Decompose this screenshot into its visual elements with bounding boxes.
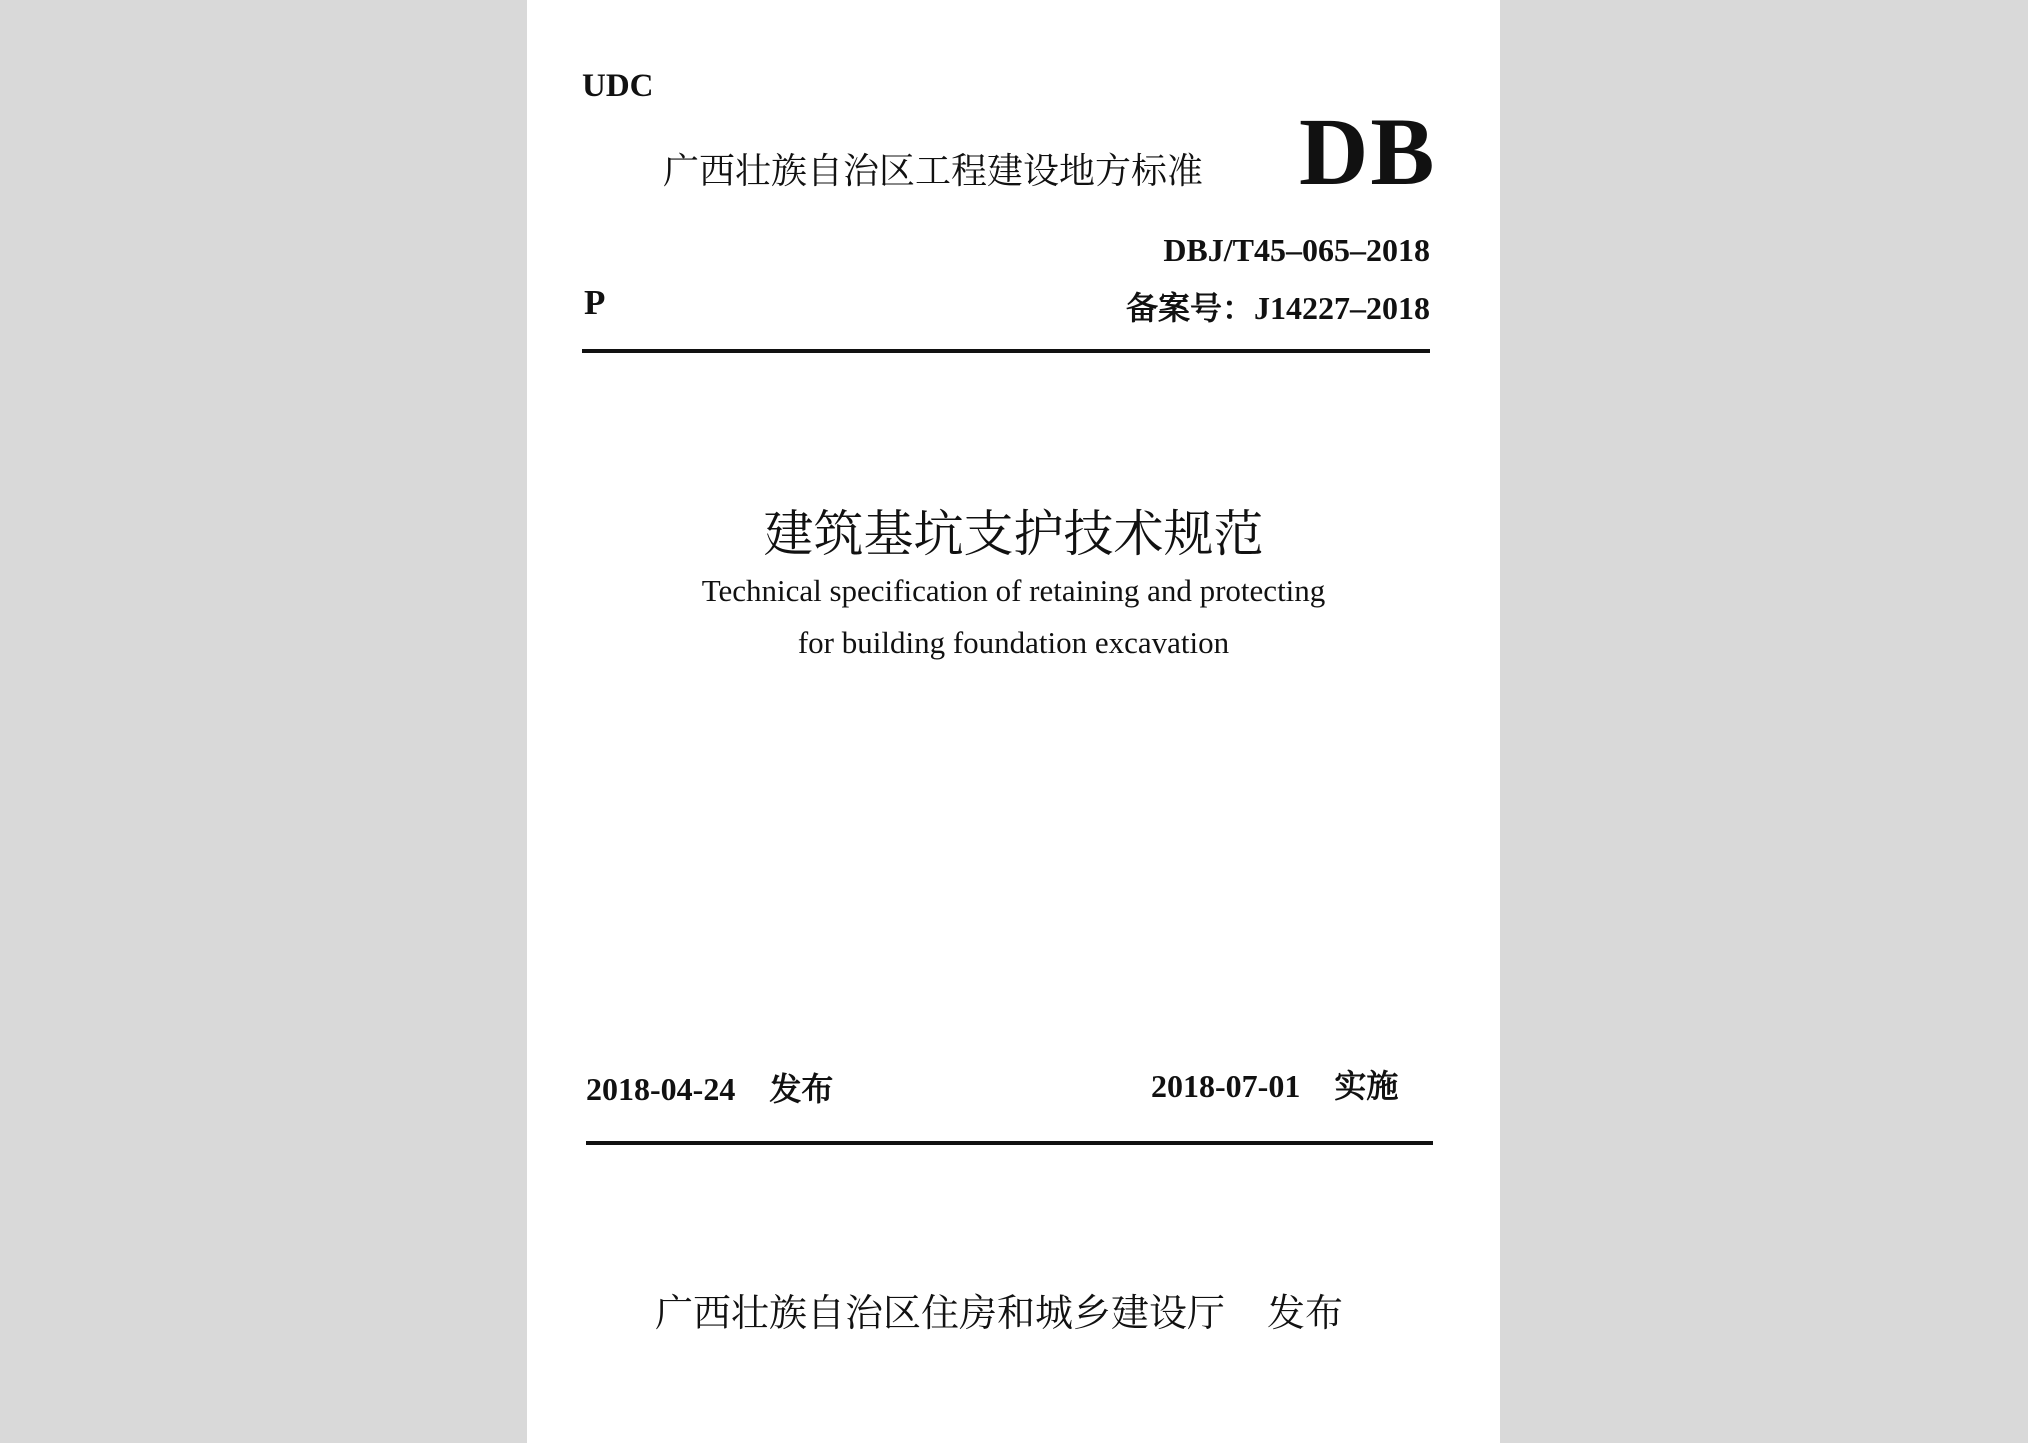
category-mark: P xyxy=(584,283,606,322)
filing-number: 备案号：J14227–2018 xyxy=(1125,290,1430,326)
issue-date-row xyxy=(586,1064,833,1110)
top-divider xyxy=(582,349,1430,353)
issue-label: 发布 xyxy=(769,1070,834,1108)
publisher-label: 发布 xyxy=(1267,1291,1344,1335)
implement-date: 2018-07-01 xyxy=(1151,1068,1301,1104)
issue-date: 2018-04-24 xyxy=(586,1071,736,1107)
standard-type: 广西壮族自治区工程建设地方标准 xyxy=(663,151,1204,192)
title-english-line2: for building foundation excavation xyxy=(797,625,1230,660)
bottom-divider xyxy=(586,1141,1433,1145)
implement-date-row xyxy=(1151,1061,1398,1107)
implement-label: 实施 xyxy=(1334,1067,1399,1105)
db-mark: DB xyxy=(1299,98,1437,205)
udc-label: UDC xyxy=(582,68,654,104)
title-english-line1: Technical specification of retaining and protecting xyxy=(701,573,1326,608)
title-chinese: 建筑基坑支护技术规范 xyxy=(763,505,1264,563)
document-page xyxy=(527,0,1500,1443)
standard-code: DBJ/T45–065–2018 xyxy=(1163,232,1430,268)
publisher-name: 广西壮族自治区住房和城乡建设厅 xyxy=(655,1291,1226,1335)
publisher-row xyxy=(655,1282,1343,1337)
